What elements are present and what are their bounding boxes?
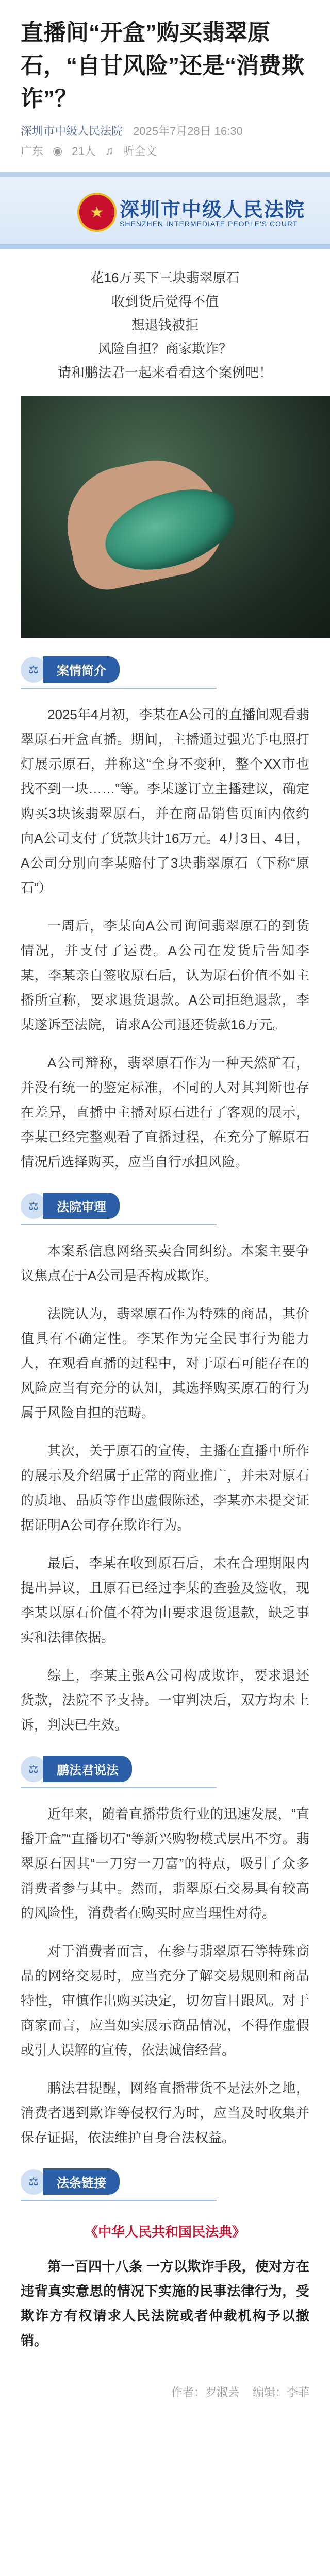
section-divider <box>21 688 217 689</box>
article-location: 广东 <box>21 145 44 158</box>
section-divider <box>21 1787 217 1788</box>
section-title: 鹏法君说法 <box>43 1756 132 1782</box>
article-meta-secondary <box>21 143 309 159</box>
banner-court-subtitle: SHENZHEN INTERMEDIATE PEOPLE'S COURT <box>120 219 298 228</box>
section-title: 法院审理 <box>43 1193 120 1219</box>
banner-court-name: 深圳市中级人民法院 <box>120 199 306 221</box>
intro-line: 花16万买下三块翡翠原石 <box>90 270 240 285</box>
gavel-icon: ⚖ <box>21 2169 46 2195</box>
article-footer <box>21 2384 309 2400</box>
article-date: 2025年7月28日 16:30 <box>133 125 243 138</box>
article-meta <box>21 123 309 139</box>
court-paragraph: 综上，李某主张A公司构成欺诈，要求退还货款，法院不予支持。一审判决后，双方均未上诉，判决已生效。 <box>21 1668 309 1733</box>
section-divider <box>21 2200 217 2201</box>
section-header-case <box>21 656 309 683</box>
case-paragraph: 2025年4月初，李某在A公司的直播间观看翡翠原石开盒直播。期间，主播通过强光手电照打灯展示原石，并称这“全身不变种，整个XX市也找不到一块……”等。李某遂订立主播建议，确定购买3块该翡翠原石，并在商品销售页面内依约向A公司支付了货款共计16万元。4月3日、4日，A公司分别向李某赔付了3块翡翠原石（下称“原石”） <box>21 707 309 895</box>
section-header-court <box>21 1193 309 1219</box>
case-paragraph: A公司辩称，翡翠原石作为一种天然矿石，并没有统一的鉴定标准，不同的人对其判断也存在差异，直播中主播对原石进行了客观的展示，李某已经完整观看了直播过程，在充分了解原石情况后选择购买，应当自行承担风险。 <box>21 1055 309 1170</box>
section-header-judge <box>21 1756 309 1782</box>
author-credit: 作者：罗淑芸 <box>171 2386 239 2399</box>
section-header-law <box>21 2168 309 2195</box>
law-name: 《中华人民共和国民法典》 <box>84 2224 245 2240</box>
article-title: 直播间“开盒”购买翡翠原石，“自甘风险”还是“消费欺诈”？ <box>21 20 304 111</box>
section-title: 法条链接 <box>43 2168 120 2195</box>
article-source[interactable]: 深圳市中级人民法院 <box>21 125 123 138</box>
article-views: 21人 <box>72 145 96 158</box>
editor-credit: 编辑：李菲 <box>252 2386 309 2399</box>
court-paragraph: 最后，李某在收到原石后，未在合理期限内提出异议，且原石已经过李某的查验及签收，现李某以原石价值不符为由要求退货退款，缺乏事实和法律依据。 <box>21 1555 309 1645</box>
court-paragraph: 其次，关于原石的宣传，主播在直播中所作的展示及介绍属于正常的商业推广，并未对原石的质地、品质等作出虚假陈述，李某亦未提交证据证明A公司存在欺诈行为。 <box>21 1443 309 1533</box>
headphone-icon[interactable]: ♫ <box>105 144 114 157</box>
banner-stripe <box>0 244 330 249</box>
court-paragraph: 本案系信息网络买卖合同纠纷。本案主要争议焦点在于A公司是否构成欺诈。 <box>21 1243 309 1283</box>
court-emblem-icon: ★ <box>77 193 117 232</box>
intro-lines <box>21 266 309 384</box>
intro-line: 想退钱被拒 <box>131 317 199 333</box>
judge-paragraph: 近年来，随着直播带货行业的迅速发展，“直播开盒”“直播切石”等新兴购物模式层出不穷。翡翠原石因其“一刀穷一刀富”的特点，吸引了众多消费者参与其中。然而，翡翠原石交易具有较高的风险性，消费者在购买时应当理性对待。 <box>21 1806 309 1921</box>
intro-line: 收到货后觉得不值 <box>111 294 219 309</box>
court-banner <box>0 172 330 249</box>
case-paragraph: 一周后，李某向A公司询问翡翠原石的到货情况，并支付了运费。A公司在发货后告知李某，李某亲自签收原石后，认为原石价值不如主播所宣称，要求退货退款。A公司拒绝退款，李某遂诉至法院，请求A公司退还货款16万元。 <box>21 918 309 1032</box>
section-divider <box>21 1224 217 1225</box>
judge-paragraph: 对于消费者而言，在参与翡翠原石等特殊商品的网络交易时，应当充分了解交易规则和商品特性，审慎作出购买决定，切勿盲目跟风。对于商家而言，应当如实展示商品情况，不得作虚假或引人误解的宣传，依法诚信经营。 <box>21 1943 309 2058</box>
intro-line: 请和鹏法君一起来看看这个案例吧！ <box>57 365 272 380</box>
court-paragraph: 法院认为，翡翠原石作为特殊的商品，其价值具有不确定性。李某作为完全民事行为能力人，在观看直播的过程中，对于原石可能存在的风险应当有充分的认知，其选择购买原石的行为属于风险自担的范畴。 <box>21 1306 309 1420</box>
eye-icon: ◉ <box>53 144 63 157</box>
judge-paragraph: 鹏法君提醒，网络直播带货不是法外之地，消费者遇到欺诈等侵权行为时，应当及时收集并保存证据，依法维护自身合法权益。 <box>21 2080 309 2145</box>
gavel-icon: ⚖ <box>21 1756 46 1782</box>
listen-label[interactable]: 听全文 <box>123 145 157 158</box>
gavel-icon: ⚖ <box>21 1193 46 1219</box>
banner-stripe <box>0 172 330 177</box>
intro-line: 风险自担？商家欺诈？ <box>97 341 232 357</box>
jade-stone-photo <box>21 396 330 638</box>
section-title: 案情简介 <box>43 656 120 683</box>
law-article: 第一百四十八条 一方以欺诈手段，使对方在违背真实意思的情况下实施的民事法律行为，受欺诈方有权请求人民法院或者仲裁机构予以撤销。 <box>21 2259 309 2348</box>
gavel-icon: ⚖ <box>21 657 46 683</box>
